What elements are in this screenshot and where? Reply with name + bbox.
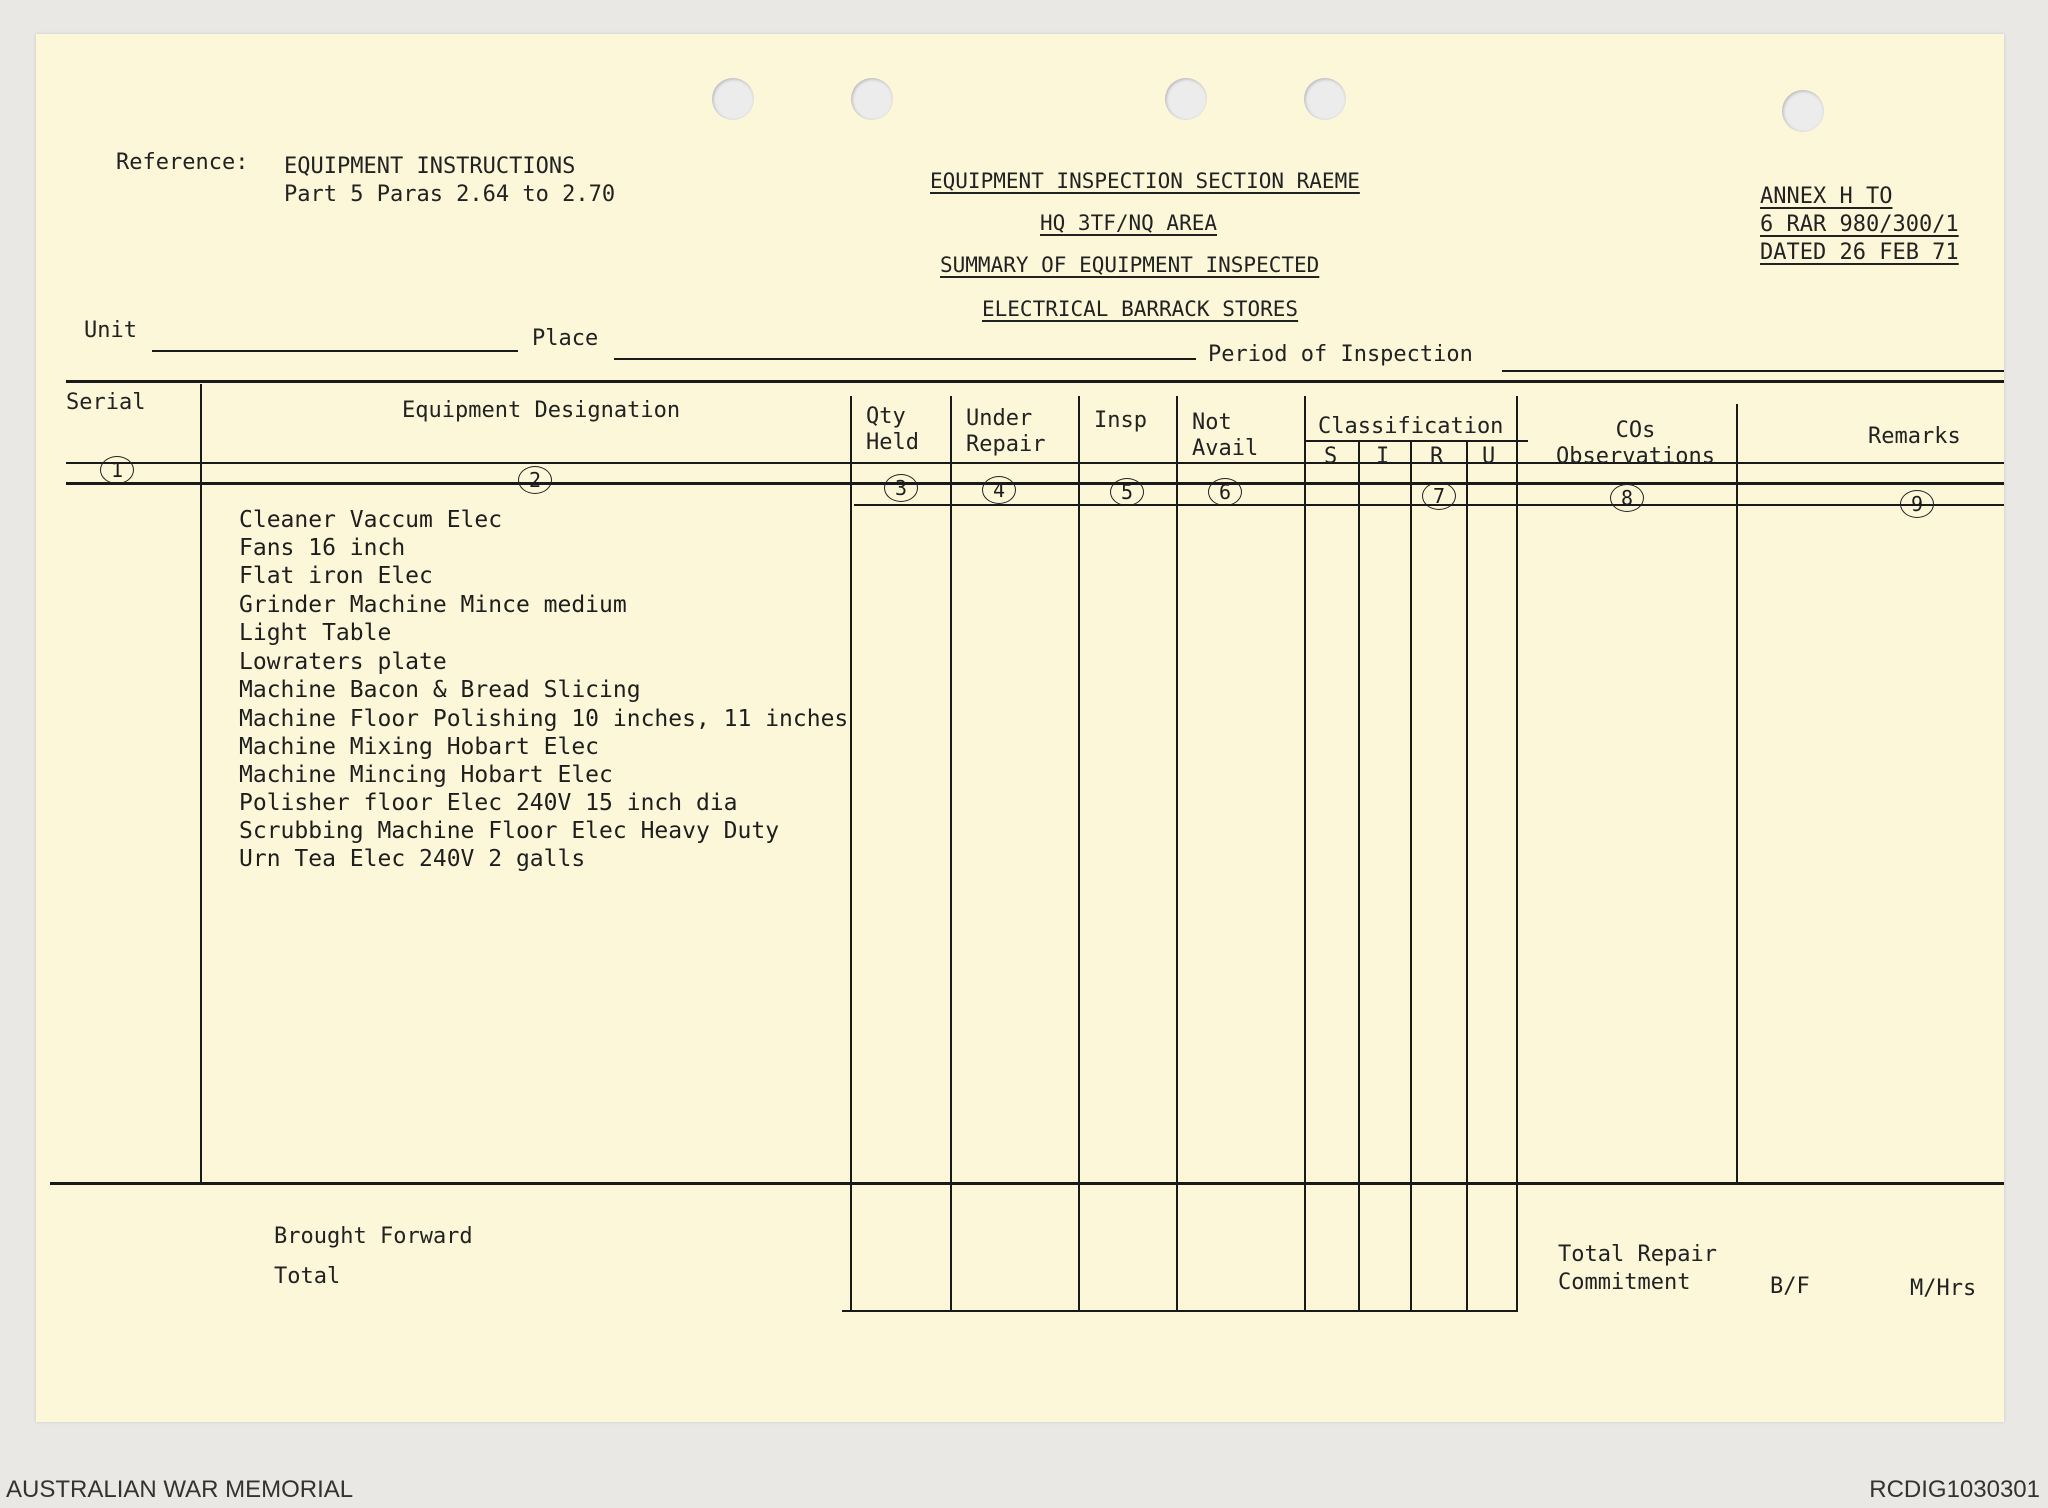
reference-line-2: Part 5 Paras 2.64 to 2.70 [284, 182, 616, 207]
header-class-i: I [1376, 444, 1390, 469]
col-rule-class-i [1410, 442, 1412, 1312]
reference-label: Reference: [116, 150, 249, 175]
footer-record-id: RCDIG1030301 [1869, 1476, 2040, 1503]
title-summary: SUMMARY OF EQUIPMENT INSPECTED [940, 253, 1320, 277]
col-rule-observations [1736, 404, 1738, 1182]
title-hq-area: HQ 3TF/NQ AREA [1040, 211, 1218, 235]
col-rule-avail [1304, 396, 1306, 1312]
period-label: Period of Inspection [1208, 342, 1473, 367]
header-class-u: U [1482, 444, 1496, 469]
column-number-6: 6 [1208, 478, 1242, 506]
equipment-item: Machine Mixing Hobart Elec [239, 734, 600, 760]
col-rule-class-u [1516, 396, 1518, 1312]
unit-label: Unit [84, 318, 137, 343]
table-bottom-rule [50, 1182, 2004, 1185]
header-class-s: S [1324, 444, 1338, 469]
column-number-1: 1 [100, 456, 134, 484]
period-blank-line [1502, 370, 2004, 372]
annex-line-3: DATED 26 FEB 71 [1760, 240, 1959, 265]
total-label: Total [274, 1264, 341, 1289]
column-number-5: 5 [1110, 478, 1144, 506]
bf-label: B/F [1770, 1274, 1810, 1299]
equipment-item: Lowraters plate [239, 649, 447, 675]
header-classification: Classification [1318, 414, 1504, 439]
footer-archive-name: AUSTRALIAN WAR MEMORIAL [6, 1476, 354, 1503]
annex-line-1: ANNEX H TO [1760, 184, 1893, 209]
reference-line-1: EQUIPMENT INSTRUCTIONS [284, 154, 576, 179]
place-blank-line [614, 358, 1196, 360]
header-serial: Serial [66, 390, 146, 415]
column-number-2: 2 [518, 466, 552, 494]
table-top-rule [66, 380, 2004, 383]
header-qty-held: Qty Held [866, 404, 919, 455]
equipment-item: Fans 16 inch [239, 535, 406, 561]
classification-rule [1304, 440, 1528, 442]
total-repair-label-2: Commitment [1558, 1270, 1691, 1295]
equipment-item: Machine Floor Polishing 10 inches, 11 inches [239, 706, 849, 732]
unit-blank-line [152, 350, 518, 352]
totals-bottom-rule [842, 1310, 1516, 1312]
punch-hole [712, 78, 754, 120]
header-class-r: R [1430, 444, 1444, 469]
column-number-9: 9 [1900, 490, 1934, 518]
col-rule-serial [200, 384, 202, 1182]
title-electrical-stores: ELECTRICAL BARRACK STORES [982, 297, 1299, 321]
equipment-item: Cleaner Vaccum Elec [239, 507, 503, 533]
total-repair-label-1: Total Repair [1558, 1242, 1717, 1267]
col-rule-class-s [1358, 442, 1360, 1312]
punch-hole [851, 78, 893, 120]
col-rule-class-r [1466, 442, 1468, 1312]
column-number-8: 8 [1610, 484, 1644, 512]
punch-hole [1782, 90, 1824, 132]
header-under-repair: Under Repair [966, 406, 1046, 457]
place-label: Place [532, 326, 599, 351]
equipment-item: Flat iron Elec [239, 563, 433, 589]
column-number-4: 4 [982, 476, 1016, 504]
equipment-item: Machine Mincing Hobart Elec [239, 762, 613, 788]
col-rule-qty [950, 396, 952, 1312]
header-insp: Insp [1094, 408, 1147, 433]
equipment-item: Light Table [239, 620, 392, 646]
punch-hole [1165, 78, 1207, 120]
col-rule-repair [1078, 396, 1080, 1312]
header-not-avail: Not Avail [1192, 410, 1259, 461]
col-rule-designation [850, 396, 852, 1312]
annex-line-2: 6 RAR 980/300/1 [1760, 212, 1959, 237]
paper-sheet [36, 34, 2004, 1422]
equipment-item: Polisher floor Elec 240V 15 inch dia [239, 790, 738, 816]
equipment-item: Urn Tea Elec 240V 2 galls [239, 846, 586, 872]
punch-hole [1304, 78, 1346, 120]
title-inspection-section: EQUIPMENT INSPECTION SECTION RAEME [930, 169, 1360, 193]
header-cos-observations: COs Observations [1556, 418, 1715, 469]
mhrs-label: M/Hrs [1910, 1276, 1977, 1301]
brought-forward-label: Brought Forward [274, 1224, 473, 1249]
header-designation: Equipment Designation [402, 398, 681, 423]
column-number-7: 7 [1422, 482, 1456, 510]
equipment-item: Scrubbing Machine Floor Elec Heavy Duty [239, 818, 780, 844]
column-number-3: 3 [884, 474, 918, 502]
header-rule-2 [66, 482, 2004, 485]
equipment-item: Machine Bacon & Bread Slicing [239, 677, 641, 703]
header-remarks: Remarks [1868, 424, 1961, 449]
col-rule-insp [1176, 396, 1178, 1312]
equipment-item: Grinder Machine Mince medium [239, 592, 627, 618]
